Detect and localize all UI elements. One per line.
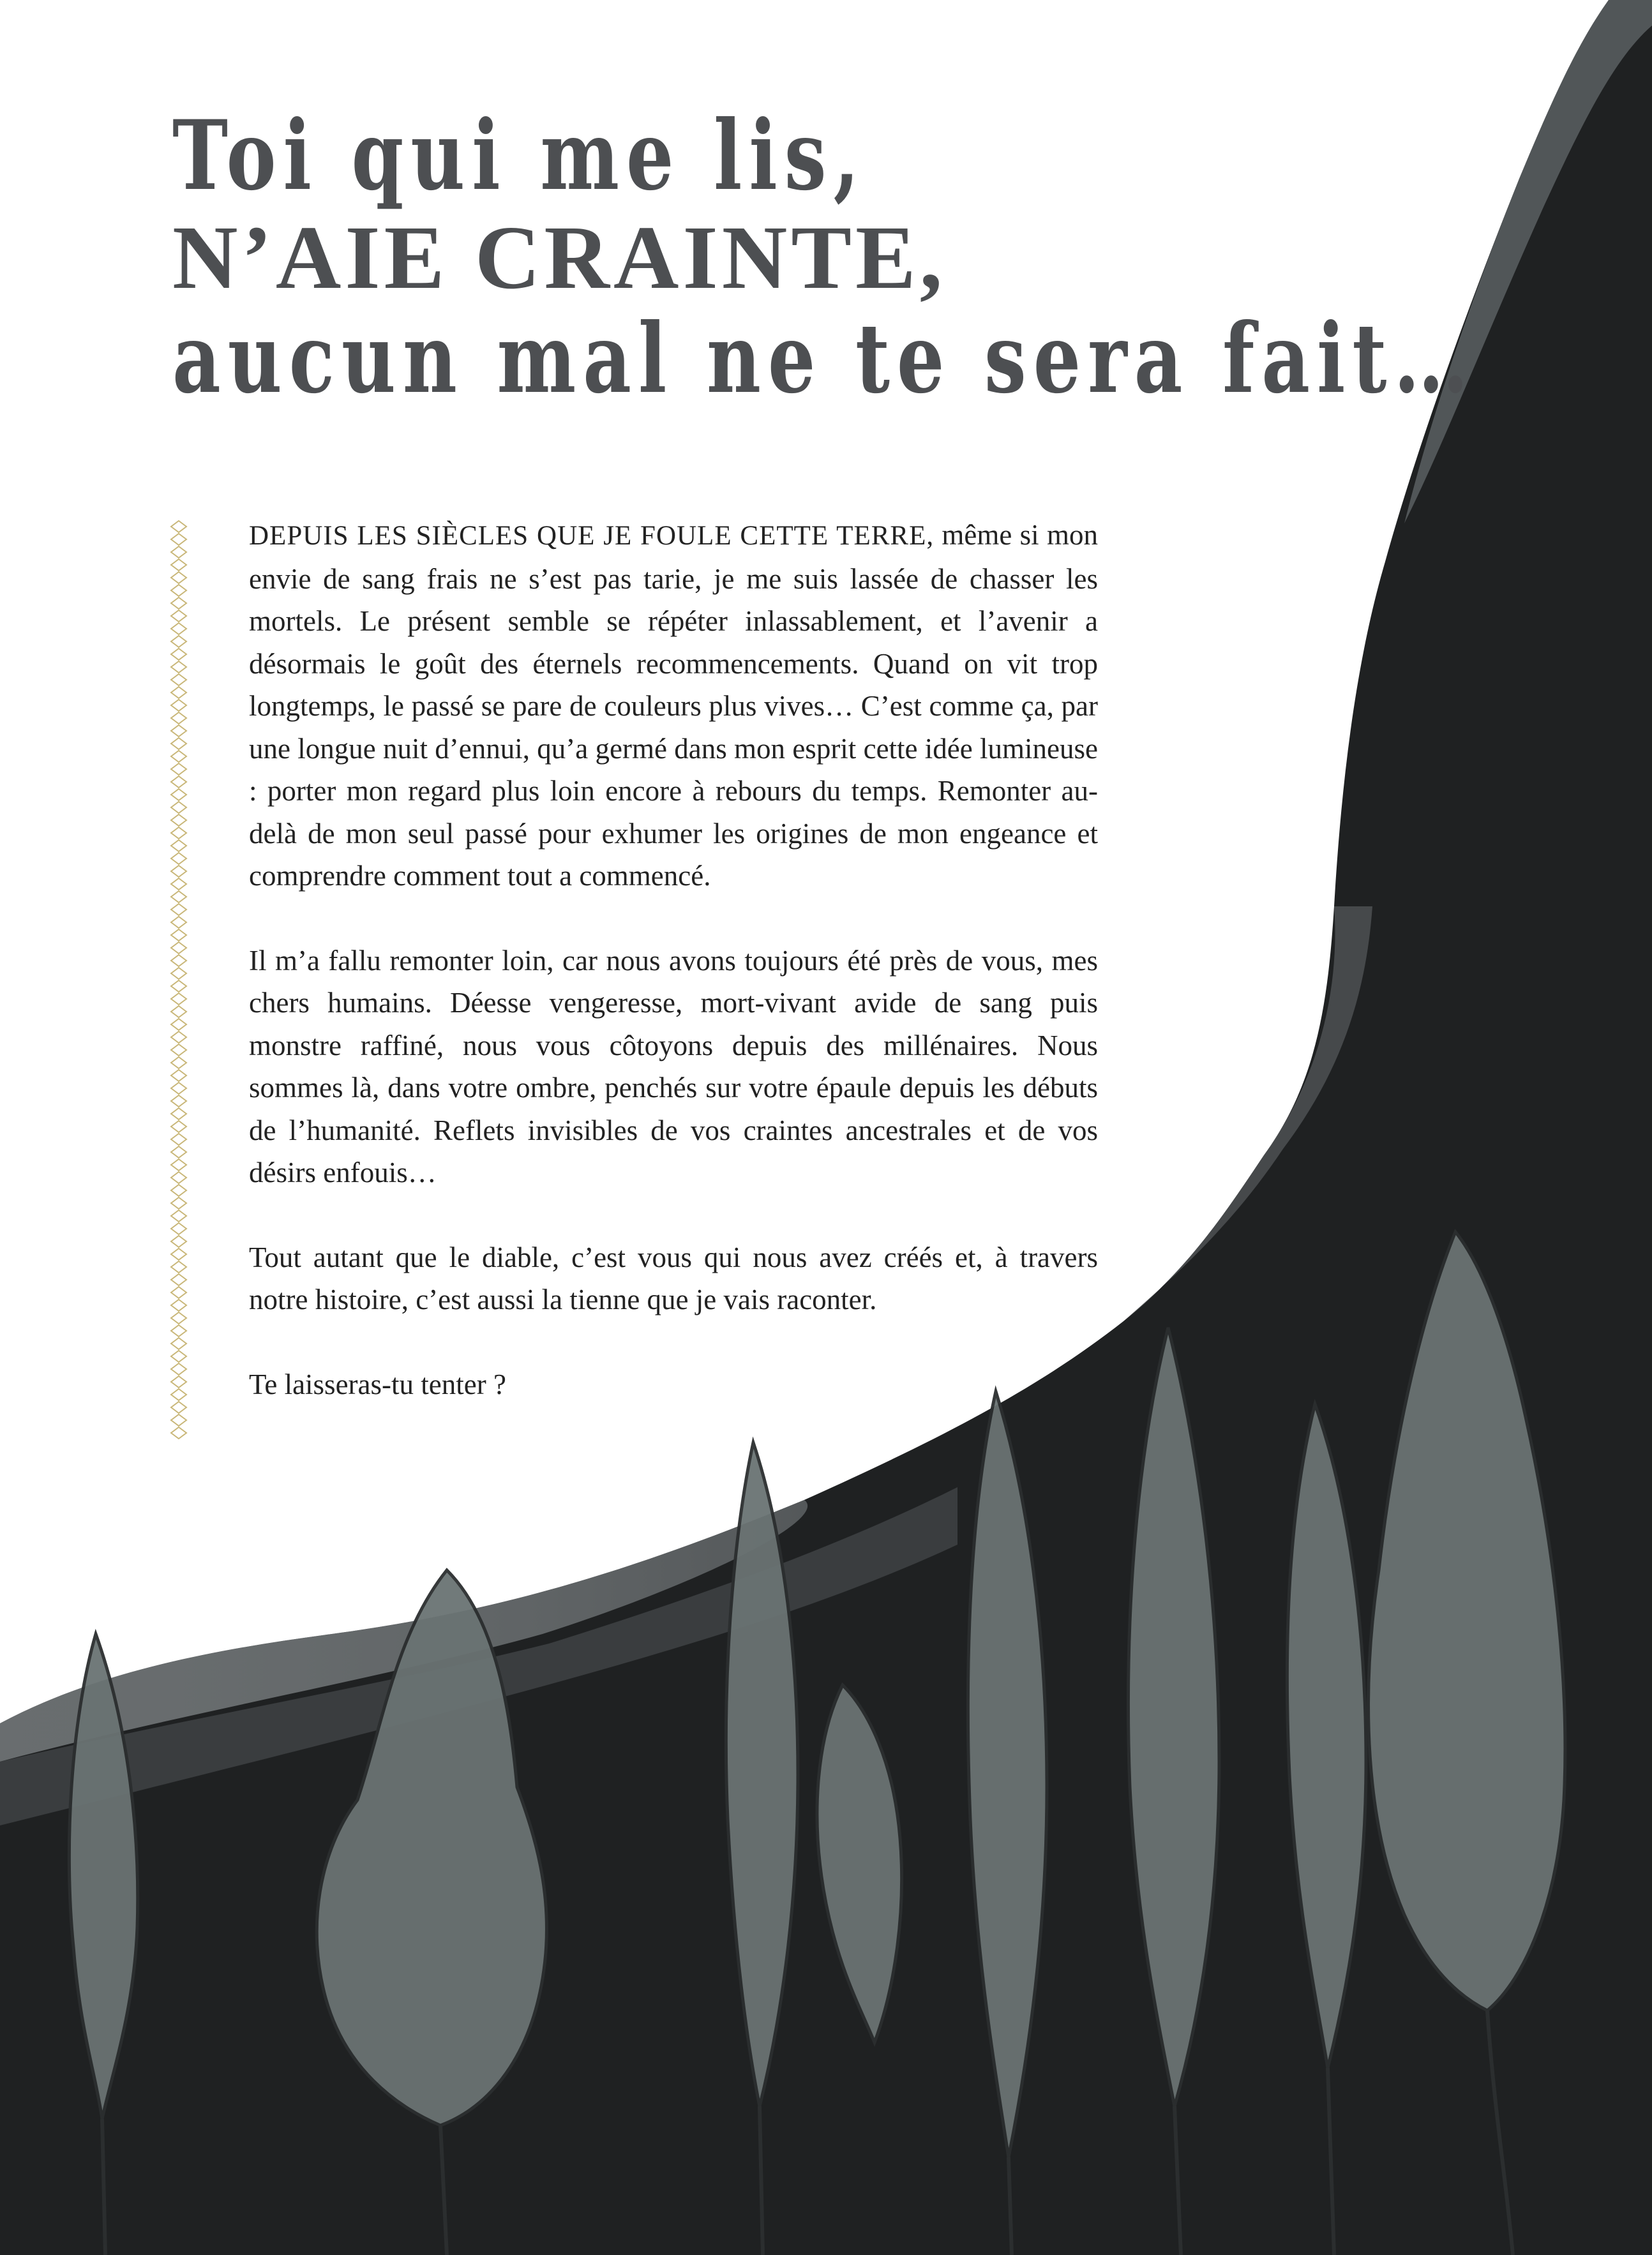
title-line-3: aucun mal ne te sera fait… bbox=[172, 303, 1476, 415]
page-title bbox=[172, 100, 1513, 415]
paragraph-1 bbox=[249, 514, 1098, 897]
paragraph-4: Te laisseras-tu tenter ? bbox=[249, 1368, 506, 1400]
paragraph-1-text: même si mon envie de sang frais ne s’est pas tarie, je me suis lassée de chasser les mortels. Le présent semble se répéter inlassablement, et l’avenir a désormais le goût des éternels recommencements. Quand on vit trop longtemps, le passé se pare de couleurs plus vives… C’est comme ça, par une longue nuit d’ennui, qu’a germé dans mon esprit cette idée lumineuse : porter mon regard plus loin encore à rebours du temps. Remonter au-delà de mon seul passé pour exhumer les origines de mon engeance et comprendre comment tout a commencé. bbox=[249, 519, 1098, 892]
paragraph-1-lead: DEPUIS LES SIÈCLES QUE JE FOULE CETTE TERRE, bbox=[249, 521, 935, 551]
title-line-1: Toi qui me lis, bbox=[172, 100, 867, 212]
diamond-ornament-column bbox=[169, 520, 188, 1439]
paragraph-2: Il m’a fallu remonter loin, car nous avons toujours été près de vous, mes chers humains. Déesse vengeresse, mort-vivant avide de sang puis monstre raffiné, nous vous côtoyons depuis des millénaires. Nous sommes là, dans votre ombre, penchés sur votre épaule depuis les débuts de l’humanité. Reflets invisibles de vos craintes ancestrales et de vos désirs enfouis… bbox=[249, 944, 1098, 1188]
title-line-2: N’AIE CRAINTE, bbox=[172, 207, 947, 308]
paragraph-3: Tout autant que le diable, c’est vous qui nous avez créés et, à travers notre histoire, c’est aussi la tienne que je vais raconter. bbox=[249, 1241, 1098, 1315]
intro-text bbox=[249, 514, 1098, 1405]
